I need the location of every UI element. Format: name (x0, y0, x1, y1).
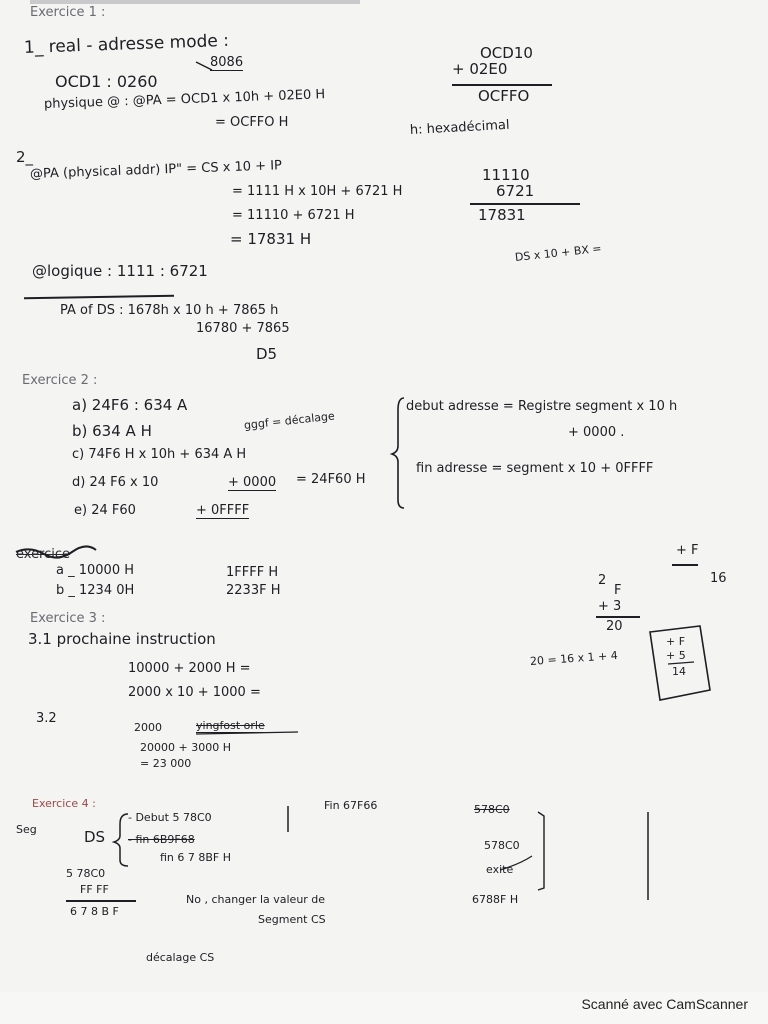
ex1-arrow-stroke (196, 62, 212, 70)
ex1-logical-line: @logique : 1111 : 6721 (32, 262, 208, 280)
ex4-debut: - Debut 5 78C0 (128, 811, 212, 824)
ex2-pair-a-right: 1FFFF H (226, 565, 279, 580)
exercise-3-title: Exercice 3 : (30, 611, 106, 626)
ex2-start-line1: debut adresse = Registre segment x 10 h (406, 399, 678, 414)
ex1-physical-line2: = OCFFO H (215, 115, 289, 130)
ex3-q2-line1-struck: yingfost orle (196, 719, 265, 732)
ex1-add-result: OCFFO (478, 87, 530, 105)
ex2-item-e-mid: + 0FFFF (196, 503, 250, 518)
ex1-hex-note: h: hexadécimal (409, 117, 510, 138)
ex4-no-line1: No , changer la valeur de (186, 893, 326, 906)
ex1-add2-second: 6721 (496, 182, 535, 200)
side-calc-16: 16 (710, 571, 727, 586)
ex1-q2-line1: @PA (physical addr) IP" = CS x 10 + IP (29, 158, 283, 182)
side-calc-plus3: + 3 (598, 599, 622, 614)
ex4-column-bracket (538, 812, 544, 890)
ex1-pa-ds-line3: D5 (256, 345, 278, 363)
side-calc-20: 20 (606, 619, 623, 634)
ex3-q2-line3: = 23 000 (140, 757, 192, 770)
ex2-end-line: fin adresse = segment x 10 + 0FFFF (416, 461, 654, 476)
ex4-col-mid: 578C0 (484, 839, 520, 852)
ex4-fin-struck: - fin 6B9F68 (128, 833, 195, 846)
side-calc-f: F (614, 583, 622, 598)
ex1-add-top: OCD10 (480, 44, 533, 62)
ex3-q1-line1: 10000 + 2000 H = (128, 661, 251, 676)
ex1-pa-ds-line1: PA of DS : 1678h x 10 h + 7865 h (60, 303, 279, 318)
ex3-underline (196, 732, 298, 734)
side-box-line1: + F (666, 635, 686, 648)
ex3-q1-label: 3.1 prochaine instruction (28, 630, 216, 648)
ex4-brace (114, 814, 128, 866)
ex1-add2-top: 11110 (482, 166, 530, 184)
ex4-decalage: décalage CS (146, 951, 215, 964)
ex2-item-c: c) 74F6 H x 10h + 634 A H (72, 447, 247, 462)
ex1-q2-line2: = 1111 H x 10H + 6721 H (232, 184, 403, 199)
ex1-q2-line4: = 17831 H (230, 230, 312, 248)
ex2-item-b-note: gggf = décalage (243, 409, 336, 432)
ex2-item-d-mid: + 0000 (228, 475, 277, 490)
ex2-start-line2: + 0000 . (568, 425, 625, 440)
ex1-q2-label: 2_ (16, 148, 34, 166)
ex1-add2-result: 17831 (478, 206, 526, 224)
ex4-fin-top: Fin 67F66 (324, 799, 378, 812)
scanner-watermark: Scanné avec CamScanner (581, 996, 748, 1012)
ex4-sum-result: 6 7 8 B F (70, 905, 119, 918)
ex2-item-b: b) 634 A H (72, 422, 152, 440)
side-box-line3: 14 (672, 665, 686, 678)
ex2-pair-b-right: 2233F H (226, 583, 281, 598)
ex1-ds-formula: DS x 10 + BX = (514, 241, 603, 264)
side-calc-2: 2 (598, 573, 607, 588)
side-box-rule (668, 662, 694, 664)
ex1-pa-ds-line2: 16780 + 7865 (196, 321, 290, 336)
ex2-scribble-label: exercice (16, 547, 71, 562)
ex2-item-a: a) 24F6 : 634 A (72, 396, 188, 414)
ex4-sum-second: FF FF (80, 883, 109, 896)
ex4-sum-top: 5 78C0 (66, 867, 106, 880)
ex1-q1-chip: 8086 (210, 55, 244, 70)
ex4-column-arrow (500, 856, 532, 870)
ex2-item-e: e) 24 F60 (74, 503, 136, 518)
side-box-line2: + 5 (666, 649, 686, 662)
ex3-q1-line2: 2000 x 10 + 1000 = (128, 685, 261, 700)
ex1-q1-label: 1_ real - adresse mode : (23, 30, 230, 58)
ex2-pair-a-left: a _ 10000 H (56, 563, 134, 578)
ex3-q2-label: 3.2 (36, 711, 57, 726)
ex2-pair-b-left: b _ 1234 0H (56, 583, 135, 598)
exercise-1-title: Exercice 1 : (30, 5, 106, 20)
ex3-q2-line2: 20000 + 3000 H (140, 741, 231, 754)
ex2-item-d-post: = 24F60 H (296, 472, 366, 487)
side-calc-top: + F (676, 543, 699, 558)
ex4-col-exit: exite (486, 863, 514, 876)
ex1-add-second: + 02E0 (452, 60, 508, 78)
ex2-scribble (16, 546, 96, 557)
ex4-col-top: 578C0 (474, 803, 510, 816)
ex3-q2-line1-pre: 2000 (134, 721, 162, 734)
exercise-4-title: Exercice 4 : (32, 797, 96, 810)
ex4-fin: fin 6 7 8BF H (160, 851, 232, 864)
exercise-2-title: Exercice 2 : (22, 373, 98, 388)
ex2-item-d: d) 24 F6 x 10 (72, 475, 159, 490)
ex1-logical-address: OCD1 : 0260 (55, 72, 158, 91)
ex1-physical-line1: physique @ : @PA = OCD1 x 10h + 02E0 H (43, 87, 326, 112)
ex4-col-bottom: 6788F H (472, 893, 519, 906)
ex4-ds: DS (84, 828, 106, 846)
side-calc-equation: 20 = 16 x 1 + 4 (529, 648, 619, 668)
ex4-side-label: Seg (16, 823, 37, 836)
ex4-no-line2: Segment CS (258, 913, 326, 926)
ex1-q2-line3: = 11110 + 6721 H (232, 208, 355, 223)
ex2-brace (392, 398, 404, 508)
